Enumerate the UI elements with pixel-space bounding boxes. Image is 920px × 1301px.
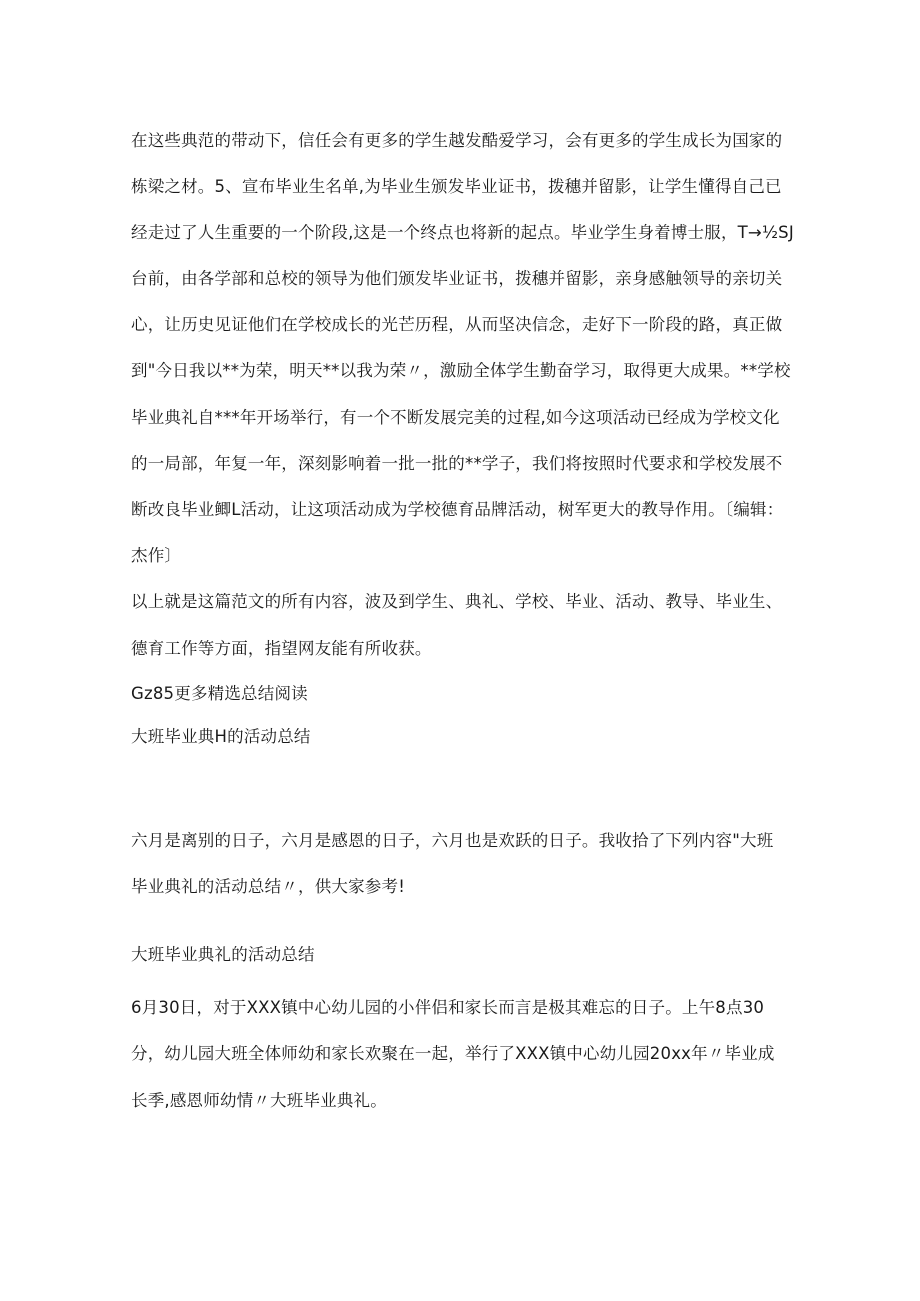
text-line: 到"今日我以**为荣，明天**以我为荣〃，激励全体学生勤奋学习，取得更大成果。**学校 <box>131 361 791 380</box>
text-line: 以上就是这篇范文的所有内容，波及到学生、典礼、学校、毕业、活动、教导、毕业生、 <box>131 592 783 611</box>
text-line: 断改良毕业鲫L活动，让这项活动成为学校德育品牌活动，树军更大的教导作用。〔编辑： <box>131 500 784 519</box>
text-line: 分，幼儿园大班全体师幼和家长欢聚在一起，举行了XXX镇中心幼儿园20xx年〃毕业成 <box>131 1044 775 1063</box>
text-line: 心，让历史见证他们在学校成长的光芒历程，从而坚决信念，走好下一阶段的路，真正做 <box>131 315 783 334</box>
text-line: 毕业典礼自***年开场举行，有一个不断发展完美的过程,如今这项活动已经成为学校文化 <box>131 408 780 427</box>
text-line: 杰作〕 <box>131 546 182 565</box>
text-line: 6月30日，对于XXX镇中心幼儿园的小伴侣和家长而言是极其难忘的日子。上午8点30 <box>131 998 765 1017</box>
text-line: 毕业典礼的活动总结〃，供大家参考! <box>131 877 406 896</box>
text-line: 长季,感恩师幼情〃大班毕业典礼。 <box>131 1091 387 1110</box>
text-line: 的一局部，年复一年，深刻影响着一批一批的**学子，我们将按照时代要求和学校发展不 <box>131 454 783 473</box>
text-line: 栋梁之材。5、宣布毕业生名单,为毕业生颁发毕业证书，拨穗并留影，让学生懂得自己已 <box>131 177 782 196</box>
text-line: 经走过了人生重要的一个阶段,这是一个终点也将新的起点。毕业学生身着博士服，T→½SJ <box>131 223 794 242</box>
article-title: 大班毕业典H的活动总结 <box>131 727 311 746</box>
more-reading-heading: Gz85更多精选总结阅读 <box>131 684 308 703</box>
text-line: 在这些典范的带动下，信任会有更多的学生越发酷爱学习，会有更多的学生成长为国家的 <box>131 131 783 150</box>
text-line: 六月是离别的日子，六月是感恩的日子，六月也是欢跃的日子。我收拾了下列内容"大班 <box>131 831 774 850</box>
text-line: 德育工作等方面，指望网友能有所收获。 <box>131 639 432 658</box>
section-title: 大班毕业典礼的活动总结 <box>131 945 315 964</box>
text-line: 台前，由各学部和总校的领导为他们颁发毕业证书，拨穗并留影，亲身感触领导的亲切关 <box>131 269 783 288</box>
